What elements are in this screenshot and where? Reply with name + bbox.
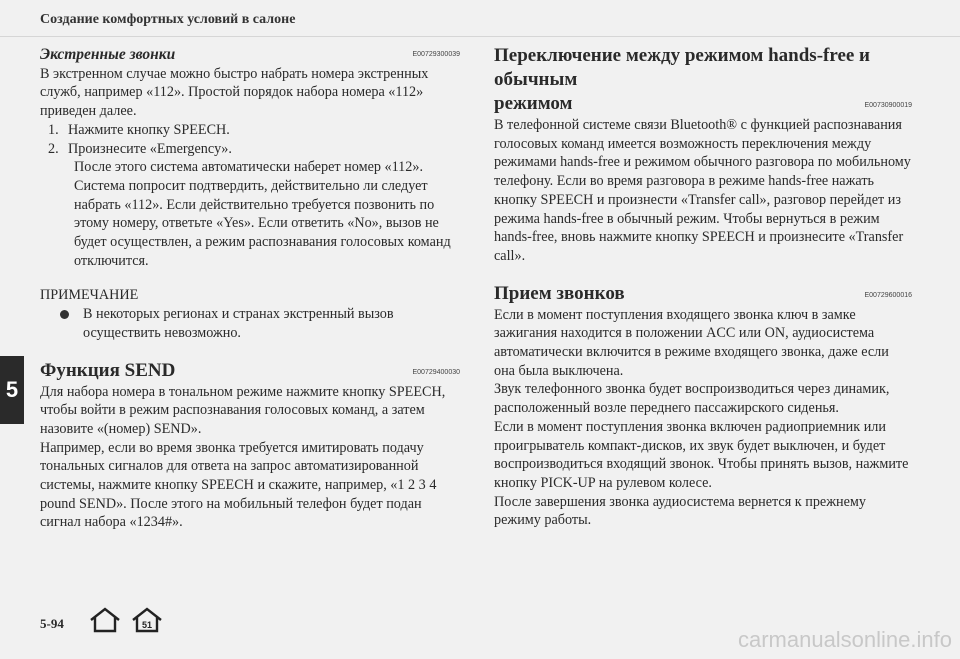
page-header: Создание комфортных условий в салоне — [40, 12, 296, 27]
bullet-icon — [60, 310, 69, 319]
transfer-heading-line2: режимом — [494, 93, 573, 114]
emergency-code: E00729300039 — [412, 51, 460, 58]
note-title: ПРИМЕЧАНИЕ — [40, 287, 139, 304]
nav-icons — [88, 606, 164, 634]
emergency-heading: Экстренные звонки — [40, 46, 176, 63]
send-code: E00729400030 — [412, 368, 460, 376]
receive-para-2: Звук телефонного звонка будет воспроизводиться через динамик, расположенный возле переднего пассажирского сиденья. — [494, 381, 890, 417]
transfer-para: В телефонной системе связи Bluetooth® с функцией распознавания голосовых команд имеется возможность переключения между режимами hands-free и режимом обычного разговора по мобильному телефону. Если во время разговора в режиме hands-free нажать кнопку SPEECH и произнести «Transfer call», разговор перейдет из режима hands-free в обычный режим. Чтобы вернуться в режим hands-free, вновь нажмите кнопку SPEECH и произнесите «Transfer call». — [494, 117, 911, 264]
send-para-1: Для набора номера в тональном режиме нажмите кнопку SPEECH, чтобы войти в режим распознавания голосовых команд, а затем назовите «(номер) SEND». — [40, 383, 446, 437]
transfer-code: E00730900019 — [864, 102, 912, 110]
receive-para-1: Если в момент поступления входящего звонка ключ в замке зажигания находится в положении ACC или ON, аудиосистема автоматически включится в режиме входящего звонка, даже если она была выключена. — [494, 306, 889, 379]
watermark: carmanualsonline.info — [737, 627, 952, 652]
receive-para-4: После завершения звонка аудиосистема вернется к прежнему режиму работы. — [494, 493, 866, 529]
step-2: 2. Произнесите «Emergency». — [48, 140, 232, 157]
send-heading: Функция SEND — [40, 359, 176, 381]
note-item — [40, 305, 460, 342]
send-heading-row — [40, 359, 460, 383]
note-text: В некоторых регионах и странах экстренный вызов осуществить невозможно. — [83, 306, 394, 341]
home-icon[interactable] — [88, 606, 122, 634]
left-column — [40, 46, 460, 532]
page-number: 5-94 — [40, 616, 64, 631]
right-column — [494, 44, 912, 530]
emergency-heading-row — [40, 46, 460, 65]
receive-heading: Прием звонков — [494, 282, 625, 304]
receive-heading-row — [494, 282, 912, 306]
header-rule — [0, 36, 960, 37]
receive-code: E00729600016 — [864, 291, 912, 299]
emergency-intro: В экстренном случае можно быстро набрать номера экстренных служб, например «112». Простой порядок набора номера «112» приведен далее. — [40, 65, 429, 120]
svg-text:51: 51 — [141, 620, 153, 630]
step-2-detail: После этого система автоматически наберет номер «112». Система попросит подтвердить, действительно ли следует набрать «112». Если действительно требуется позвонить по этому номеру, ответьте «Yes». Если ответить «No», вызов не будет осуществлен, а режим распознавания голосовых команд отключится. — [74, 159, 451, 269]
transfer-heading-line1: Переключение между режимом hands-free и обычным — [494, 45, 871, 90]
send-para-2: Например, если во время звонка требуется имитировать подачу тональных сигналов для ответа на запрос автоматизированной системы, нажмите кнопку SPEECH и скажите, например, «1 2 3 4 pound SEND». После этого на мобильный телефон будет подан сигнал набора «1234#». — [40, 439, 437, 531]
transfer-heading-row — [494, 92, 912, 116]
receive-para-3: Если в момент поступления звонка включен радиоприемник или проигрыватель компакт-дисков, их звук будет выключен, и будет воспроизводиться входящий звонок. Чтобы принять вызов, нажмите кнопку PICK-UP на рулевом колесе. — [494, 418, 909, 491]
step-1: 1. Нажмите кнопку SPEECH. — [48, 121, 230, 138]
index-icon[interactable] — [130, 606, 164, 634]
chapter-tab[interactable]: 5 — [0, 356, 24, 424]
